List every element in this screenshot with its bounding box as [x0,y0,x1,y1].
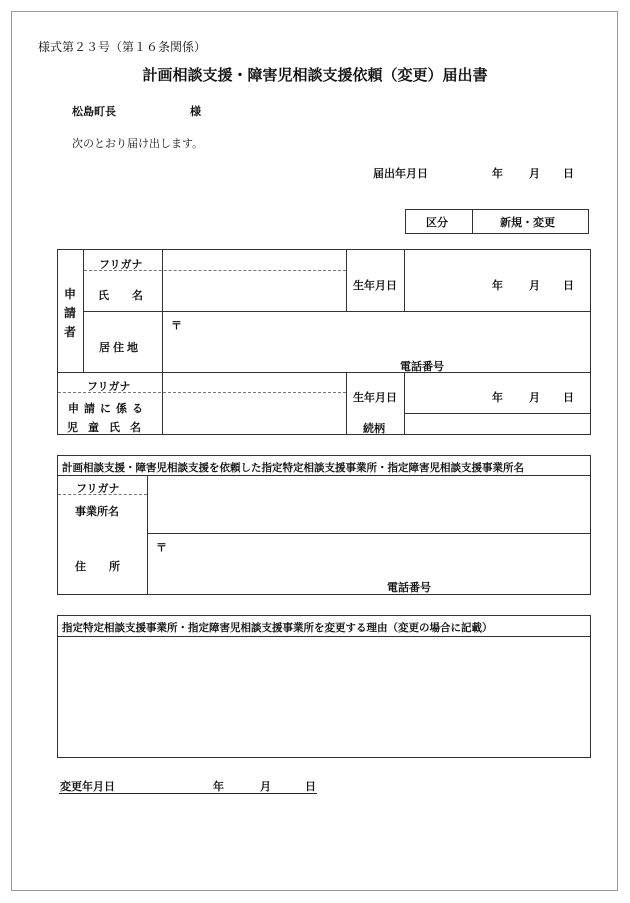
change-date-year[interactable]: 年 [213,780,224,793]
filing-date-month[interactable]: 月 [529,167,540,180]
child-furigana-label: フリガナ [87,380,131,393]
applicant-name-label: 氏 名 [98,289,149,302]
applicant-address-label: 居住地 [99,341,141,354]
category-label: 区分 [426,216,448,229]
applicant-dob-year[interactable]: 年 [492,279,503,292]
office-phone-label: 電話番号 [387,581,431,594]
change-date-month[interactable]: 月 [260,780,271,793]
filing-date-day[interactable]: 日 [563,167,574,180]
applicant-dob-day[interactable]: 日 [563,279,574,292]
change-date-underline [59,793,317,794]
child-name-label-line1: 申請に係る [68,402,148,415]
applicant-dob-label: 生年月日 [353,279,397,292]
child-relationship-label: 続柄 [363,422,385,435]
office-name-label: 事業所名 [75,505,119,518]
office-furigana-label: フリガナ [76,482,120,495]
intro-text: 次のとおり届け出します。 [72,137,204,150]
change-date-label: 変更年月日 [60,780,115,793]
category-value[interactable]: 新規・変更 [500,216,555,229]
child-name-label-line2: 児童氏名 [67,421,151,434]
form-number: 様式第２３号（第１６条関係） [38,40,207,54]
applicant-postal-mark: 〒 [171,319,182,332]
change-date-day[interactable]: 日 [305,780,316,793]
applicant-side-label: 申請者 [63,287,76,339]
child-dob-month[interactable]: 月 [529,391,540,404]
office-postal-mark: 〒 [156,541,167,554]
child-dob-label: 生年月日 [353,391,397,404]
child-dob-year[interactable]: 年 [492,391,503,404]
child-dob-day[interactable]: 日 [563,391,574,404]
filing-date-year[interactable]: 年 [492,167,503,180]
addressee-name: 松島町長 [72,105,116,118]
office-address-label: 住 所 [75,560,126,573]
page-title: 計画相談支援・障害児相談支援依頼（変更）届出書 [142,66,488,84]
office-header: 計画相談支援・障害児相談支援を依頼した指定特定相談支援事業所・指定障害児相談支援事業所名 [62,462,524,474]
applicant-phone-label: 電話番号 [400,360,444,373]
addressee-honorific: 様 [190,105,201,118]
reason-header: 指定特定相談支援事業所・指定障害児相談支援事業所を変更する理由（変更の場合に記載） [62,622,493,634]
filing-date-label: 届出年月日 [373,167,428,180]
applicant-dob-month[interactable]: 月 [529,279,540,292]
reason-input-area[interactable] [60,639,588,755]
applicant-furigana-label: フリガナ [99,258,143,271]
